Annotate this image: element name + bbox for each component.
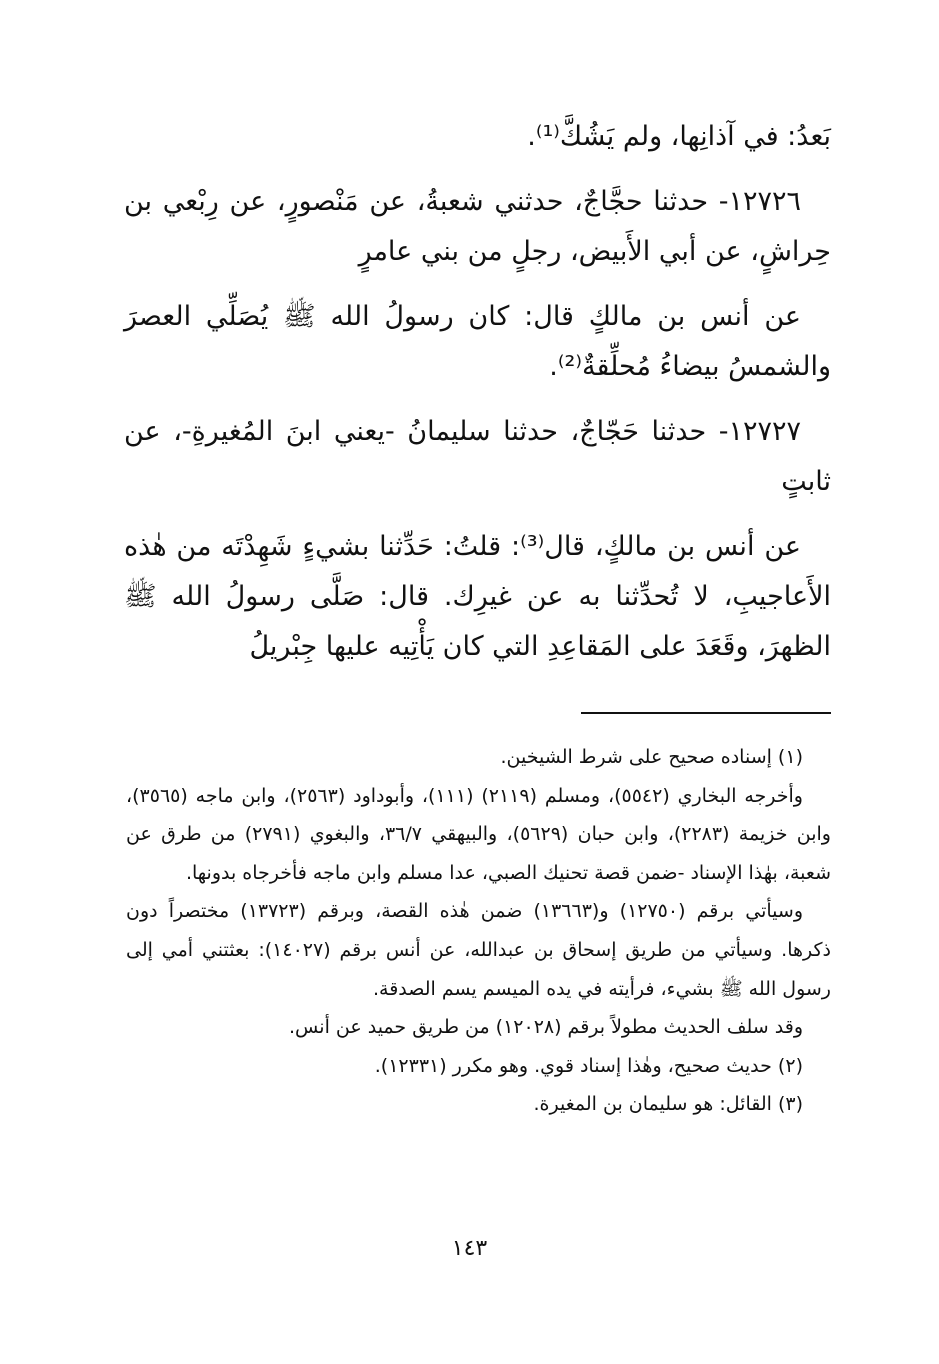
hadith-matn-12727: عن أنس بن مالكٍ، قال⁽³⁾: قلتُ: حَدِّثنا بشيءٍ شَهِدْتَه من هٰذه الأَعاجيبِ، لا تُحدِّثنا به عن غيرِك. قال: صَلَّى رسولُ الله ﷺ الظهرَ، وقَعَدَ على المَقاعِدِ التي كان يَأْتِيه عليها جِبْريلُ [124,531,831,662]
footnote-1-cross-reference: وسيأتي برقم (١٢٧٥٠) و(١٣٦٦٣) ضمن هٰذه القصة، وبرقم (١٣٧٢٣) مختصراً دون ذكرها. وسيأتي من طريق إسحاق بن عبدالله، عن أنس برقم (١٤٠٢٧): بعثتني أمي إلى رسول الله ﷺ بشيء، فرأيته في يده الميسم يسم الصدقة. [126,900,831,1000]
paragraph-continuation: بَعدُ: في آذانِها، ولم يَشُكَّ⁽¹⁾. [527,121,831,152]
footnotes [126,738,831,1124]
main-text [124,112,831,672]
hadith-isnad-12727: ١٢٧٢٧- حدثنا حَجّاجٌ، حدثنا سليمانُ -يعني ابنَ المُغيرةِ-، عن ثابتٍ [124,416,831,497]
footnote-2: (٢) حديث صحيح، وهٰذا إسناد قوي. وهو مكرر (١٢٣٣١). [374,1054,803,1077]
footnote-3: (٣) القائل: هو سليمان بن المغيرة. [533,1093,803,1116]
hadith-isnad-12726: ١٢٧٢٦- حدثنا حجَّاجٌ، حدثني شعبةُ، عن مَنْصورٍ، عن رِبْعي بن حِراشٍ، عن أبي الأَبيض، رجلٍ من بني عامرٍ [124,186,831,267]
page-number: ١٤٣ [451,1236,488,1261]
hadith-matn-12726: عن أنس بن مالكٍ قال: كان رسولُ الله ﷺ يُصَلِّي العصرَ والشمسُ بيضاءُ مُحلِّقةٌ⁽²⁾. [124,301,831,382]
footnote-separator [581,712,831,714]
footnote-1-note: وقد سلف الحديث مطولاً برقم (١٢٠٢٨) من طريق حميد عن أنس. [289,1016,803,1039]
footnote-1-takhrij: وأخرجه البخاري (٥٥٤٢)، ومسلم (٢١١٩) (١١١)، وأبوداود (٢٥٦٣)، وابن ماجه (٣٥٦٥)، وابن خزيمة (٢٢٨٣)، وابن حبان (٥٦٢٩)، والبيهقي ٣٦/٧، والبغوي (٢٧٩١) من طرق عن شعبة، بهٰذا الإسناد -ضمن قصة تحنيك الصبي، عدا مسلم وابن ماجه فأخرجاه بدونها. [126,784,831,884]
footnote-1: (١) إسناده صحيح على شرط الشيخين. [500,746,803,768]
